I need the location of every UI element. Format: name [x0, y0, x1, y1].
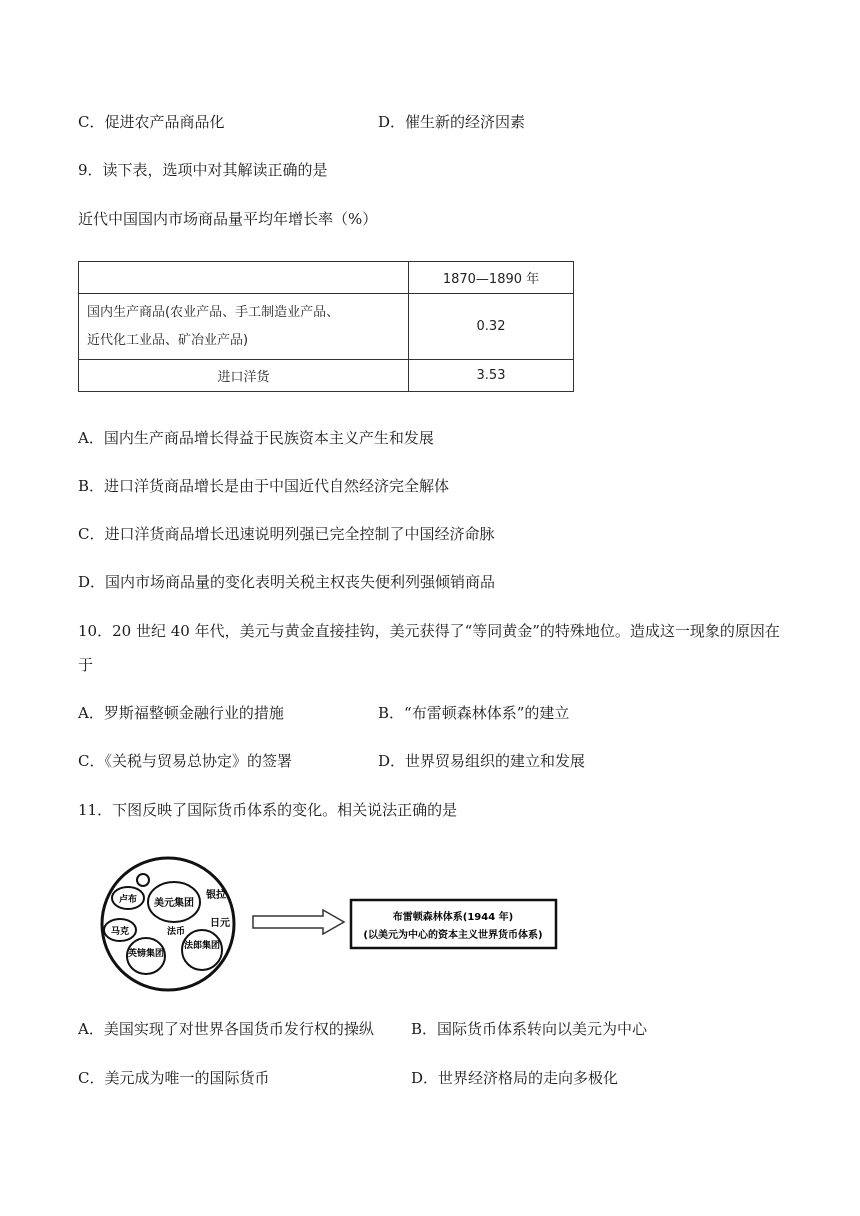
- q9-stem: 9．读下表，选项中对其解读正确的是: [78, 161, 328, 179]
- q10-options-row-ab: [78, 702, 798, 724]
- bretton-woods-desc: (以美元为中心的资本主义世界货币体系): [363, 930, 543, 941]
- table-row-imports-label: 进口洋货: [79, 360, 409, 392]
- small-ring-icon: [137, 874, 149, 886]
- table-header-blank: [79, 262, 409, 294]
- q11-options-row-cd: [78, 1067, 798, 1089]
- table-header-period: 1870—1890 年: [409, 262, 574, 294]
- label-fabi: 法币: [166, 927, 186, 937]
- label-yen: 日元: [210, 918, 230, 929]
- q11-stem: 11．下图反映了国际货币体系的变化。相关说法正确的是: [78, 801, 458, 819]
- q11-option-d: D．世界经济格局的走向多极化: [411, 1069, 619, 1087]
- q11-option-c: C．美元成为唯一的国际货币: [78, 1069, 270, 1087]
- bretton-woods-title: 布雷顿森林体系(1944 年): [392, 912, 514, 923]
- q10-options-row-cd: [78, 750, 798, 772]
- domestic-label-line2: 近代化工业品、矿冶业产品): [87, 332, 249, 348]
- q8-option-c: C．促进农产品商品化: [78, 113, 225, 131]
- table-row-domestic-label: [79, 294, 409, 360]
- q10-option-a: A．罗斯福整顿金融行业的措施: [78, 704, 284, 722]
- label-ruble: 卢布: [118, 895, 138, 905]
- q9-option-b: B．进口洋货商品增长是由于中国近代自然经济完全解体: [78, 477, 450, 495]
- domestic-label-line1: 国内生产商品(农业产品、手工制造业产品、: [87, 304, 340, 320]
- q10-stem-line2: 于: [78, 656, 94, 674]
- label-dollar-bloc: 美元集团: [154, 898, 194, 909]
- q10-option-d: D．世界贸易组织的建立和发展: [378, 752, 586, 770]
- q9-table-title: 近代中国国内市场商品量平均年增长率（%）: [78, 210, 378, 228]
- q9-option-c: C．进口洋货商品增长迅速说明列强已完全控制了中国经济命脉: [78, 525, 495, 543]
- table-row-imports-value: 3.53: [409, 360, 574, 392]
- q10-stem-line1: 10．20 世纪 40 年代，美元与黄金直接挂钩，美元获得了“等同黄金”的特殊地位。造成这一现象的原因在: [78, 622, 780, 640]
- q11-currency-figure: [98, 852, 568, 997]
- q11-options-row-ab: [78, 1018, 798, 1040]
- label-pound-bloc: 英镑集团: [127, 949, 165, 959]
- q8-option-d: D．催生新的经济因素: [378, 113, 526, 131]
- q9-option-d: D．国内市场商品量的变化表明关税主权丧失便利列强倾销商品: [78, 573, 496, 591]
- right-arrow-icon: [253, 910, 344, 934]
- q10-option-b: B．“布雷顿森林体系”的建立: [378, 704, 570, 722]
- label-yinla: 银拉: [206, 890, 226, 901]
- label-franc-bloc: 法郎集团: [183, 941, 221, 951]
- q8-options-row-cd: [78, 111, 798, 133]
- q9-data-table: [78, 261, 574, 392]
- q11-option-a: A．美国实现了对世界各国货币发行权的操纵: [78, 1020, 374, 1038]
- table-row-domestic-value: 0.32: [409, 294, 574, 360]
- label-mark: 马克: [110, 927, 130, 937]
- q9-option-a: A．国内生产商品增长得益于民族资本主义产生和发展: [78, 429, 434, 447]
- q10-option-c: C．《关税与贸易总协定》的签署: [78, 752, 292, 770]
- q11-option-b: B．国际货币体系转向以美元为中心: [411, 1020, 648, 1038]
